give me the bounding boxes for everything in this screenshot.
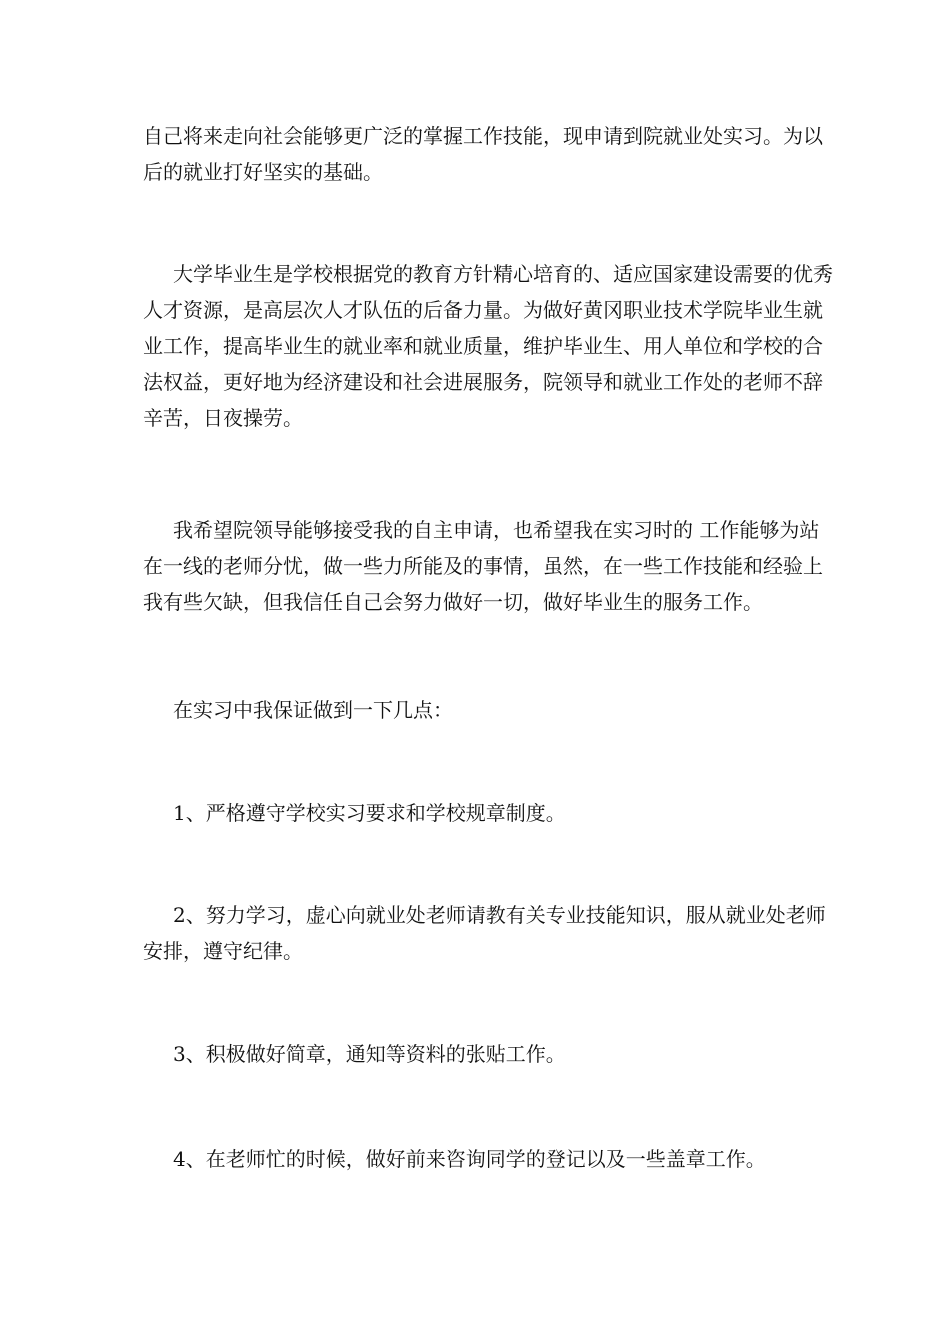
paragraph-3 xyxy=(143,512,823,620)
paragraph-line: 3、积极做好简章，通知等资料的张贴工作。 xyxy=(173,1042,566,1066)
paragraph-line: 我有些欠缺，但我信任自己会努力做好一切，做好毕业生的服务工作。 xyxy=(143,590,763,614)
list-item-3 xyxy=(143,1036,808,1072)
paragraph-line: 后的就业打好坚实的基础。 xyxy=(143,160,383,184)
paragraph-1 xyxy=(143,118,823,190)
paragraph-line: 2、努力学习，虚心向就业处老师请教有关专业技能知识，服从就业处老师 xyxy=(173,903,826,927)
paragraph-line: 在一线的老师分忧，做一些力所能及的事情，虽然，在一些工作技能和经验上 xyxy=(143,554,823,578)
paragraph-line: 4、在老师忙的时候，做好前来咨询同学的登记以及一些盖章工作。 xyxy=(173,1147,766,1171)
paragraph-line: 业工作，提高毕业生的就业率和就业质量，维护毕业生、用人单位和学校的合 xyxy=(143,334,823,358)
paragraph-line: 在实习中我保证做到一下几点： xyxy=(173,698,453,722)
paragraph-line: 安排，遵守纪律。 xyxy=(143,939,303,963)
paragraph-line: 我希望院领导能够接受我的自主申请，也希望我在实习时的 工作能够为站 xyxy=(173,518,820,542)
list-item-4 xyxy=(143,1141,808,1177)
paragraph-line: 辛苦，日夜操劳。 xyxy=(143,406,303,430)
list-item-2 xyxy=(143,897,826,969)
paragraph-line: 大学毕业生是学校根据党的教育方针精心培育的、适应国家建设需要的优秀 xyxy=(173,262,833,286)
paragraph-line: 1、严格遵守学校实习要求和学校规章制度。 xyxy=(173,801,566,825)
paragraph-line: 人才资源，是高层次人才队伍的后备力量。为做好黄冈职业技术学院毕业生就 xyxy=(143,298,823,322)
paragraph-4 xyxy=(143,692,808,728)
paragraph-line: 自己将来走向社会能够更广泛的掌握工作技能，现申请到院就业处实习。为以 xyxy=(143,124,823,148)
paragraph-2 xyxy=(143,256,833,436)
list-item-1 xyxy=(143,795,808,831)
paragraph-line: 法权益，更好地为经济建设和社会进展服务，院领导和就业工作处的老师不辞 xyxy=(143,370,823,394)
